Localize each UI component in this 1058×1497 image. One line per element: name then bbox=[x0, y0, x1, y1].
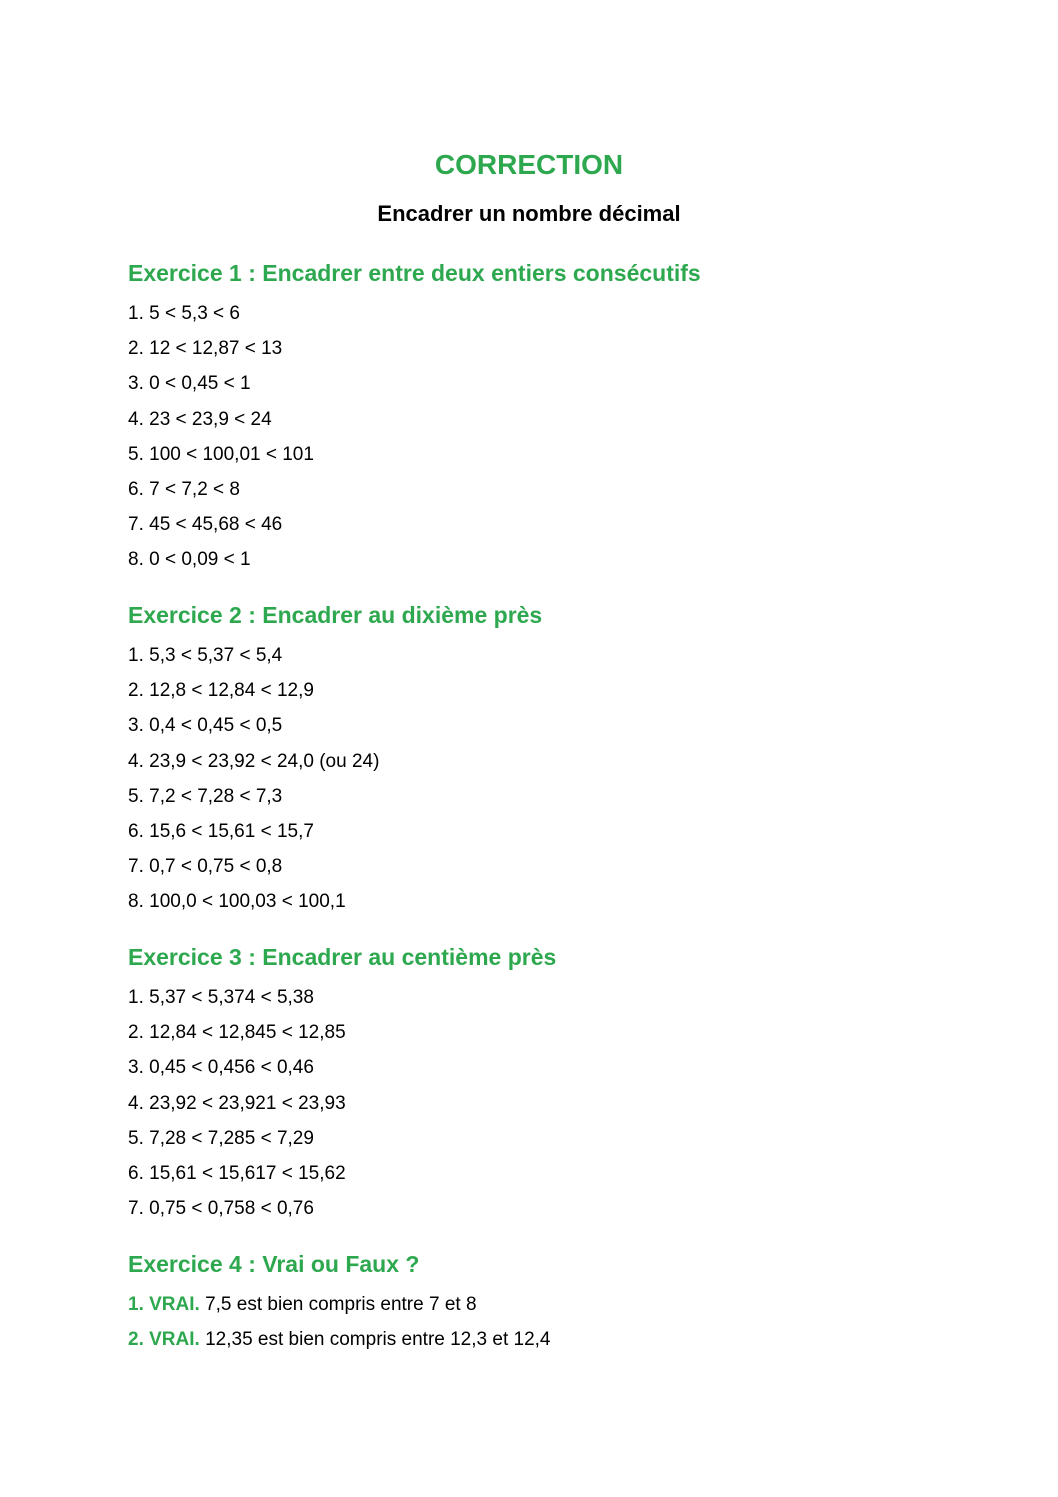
answer-item: 4. 23,9 < 23,92 < 24,0 (ou 24) bbox=[128, 750, 380, 772]
answer-item: 7. 0,7 < 0,75 < 0,8 bbox=[128, 856, 283, 878]
answer-item bbox=[128, 1322, 1008, 1357]
answer-item: 5. 7,28 < 7,285 < 7,29 bbox=[128, 1127, 314, 1149]
exercise-3 bbox=[128, 942, 1008, 1226]
page-subtitle: Encadrer un nombre décimal bbox=[377, 201, 681, 226]
answer-item: 3. 0 < 0,45 < 1 bbox=[128, 373, 251, 395]
answer-item: 6. 7 < 7,2 < 8 bbox=[128, 478, 240, 500]
answer-item: 3. 0,45 < 0,456 < 0,46 bbox=[128, 1057, 314, 1079]
page-title: CORRECTION bbox=[434, 149, 624, 180]
exercise-2-heading: Exercice 2 : Encadrer au dixième près bbox=[128, 602, 543, 628]
answer-item: 8. 100,0 < 100,03 < 100,1 bbox=[128, 891, 346, 913]
verdict-label: 2. VRAI. bbox=[128, 1329, 200, 1351]
exercise-1 bbox=[128, 258, 1008, 578]
exercise-3-answers bbox=[128, 980, 1008, 1226]
answer-item: 4. 23,92 < 23,921 < 23,93 bbox=[128, 1092, 346, 1114]
answer-item: 1. 5,3 < 5,37 < 5,4 bbox=[128, 645, 283, 666]
answer-item: 2. 12,84 < 12,845 < 12,85 bbox=[128, 1022, 346, 1044]
answer-item: 6. 15,61 < 15,617 < 15,62 bbox=[128, 1162, 346, 1184]
answer-text: 7,5 est bien compris entre 7 et 8 bbox=[199, 1294, 477, 1315]
exercise-2-answers bbox=[128, 638, 1008, 920]
answer-text: 12,35 est bien compris entre 12,3 et 12,4 bbox=[199, 1329, 551, 1351]
exercise-3-heading: Exercice 3 : Encadrer au centième près bbox=[128, 944, 557, 970]
answer-item: 8. 0 < 0,09 < 1 bbox=[128, 549, 251, 571]
answer-item bbox=[128, 1287, 1008, 1322]
answer-item: 5. 7,2 < 7,28 < 7,3 bbox=[128, 785, 283, 807]
answer-item: 5. 100 < 100,01 < 101 bbox=[128, 443, 314, 465]
exercise-1-heading: Exercice 1 : Encadrer entre deux entiers consécutifs bbox=[128, 260, 701, 286]
answer-item: 2. 12 < 12,87 < 13 bbox=[128, 338, 283, 360]
exercise-4 bbox=[128, 1249, 1008, 1357]
answer-item: 1. 5 < 5,3 < 6 bbox=[128, 303, 240, 324]
answer-item: 6. 15,6 < 15,61 < 15,7 bbox=[128, 820, 314, 842]
verdict-label: 1. VRAI. bbox=[128, 1294, 200, 1315]
answer-item: 3. 0,4 < 0,45 < 0,5 bbox=[128, 715, 283, 737]
answer-item: 2. 12,8 < 12,84 < 12,9 bbox=[128, 680, 314, 702]
answer-item: 1. 5,37 < 5,374 < 5,38 bbox=[128, 987, 314, 1008]
exercise-4-heading: Exercice 4 : Vrai ou Faux ? bbox=[128, 1251, 420, 1277]
exercise-2 bbox=[128, 600, 1008, 920]
answer-item: 7. 0,75 < 0,758 < 0,76 bbox=[128, 1198, 314, 1220]
exercise-1-answers bbox=[128, 296, 1008, 578]
exercise-4-answers bbox=[128, 1287, 1008, 1357]
answer-item: 7. 45 < 45,68 < 46 bbox=[128, 514, 283, 536]
answer-item: 4. 23 < 23,9 < 24 bbox=[128, 408, 272, 430]
